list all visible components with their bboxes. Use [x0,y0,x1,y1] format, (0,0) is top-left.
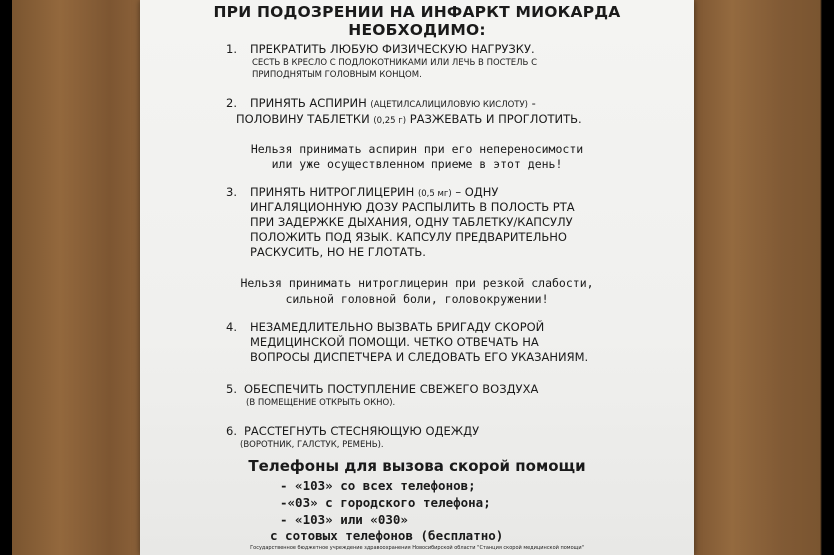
item-2-line-1 [250,96,536,110]
item-4-line-2: МЕДИЦИНСКОЙ ПОМОЩИ. ЧЕТКО ОТВЕЧАТЬ НА [250,335,539,349]
item-5-line-1: ОБЕСПЕЧИТЬ ПОСТУПЛЕНИЕ СВЕЖЕГО ВОЗДУХА [244,382,539,396]
item-6-sub-1: (ВОРОТНИК, ГАЛСТУК, РЕМЕНЬ). [240,440,384,450]
item-3-line-1-main: ПРИНЯТЬ НИТРОГЛИЦЕРИН [250,185,418,199]
item-3-line-1 [250,185,498,199]
title-line-2: НЕОБХОДИМО: [348,21,486,39]
item-5-number: 5. [226,382,237,396]
item-2-line-2-main: ПОЛОВИНУ ТАБЛЕТКИ [236,112,374,126]
item-1-line-1: ПРЕКРАТИТЬ ЛЮБУЮ ФИЗИЧЕСКУЮ НАГРУЗКУ. [250,42,535,56]
item-2-line-2-dose: (0,25 г) [373,116,407,126]
note-1-line-2: или уже осуществленном приеме в этот день! [271,157,563,171]
item-2-line-1-main: ПРИНЯТЬ АСПИРИН [250,96,371,110]
item-4-line-1: НЕЗАМЕДЛИТЕЛЬНО ВЫЗВАТЬ БРИГАДУ СКОРОЙ [250,320,545,334]
item-6-line-1: РАССТЕГНУТЬ СТЕСНЯЮЩУЮ ОДЕЖДУ [244,424,480,438]
item-1-number: 1. [226,42,237,56]
item-2-line-1-dash: - [527,96,536,110]
phone-line-2: -«03» с городского телефона; [280,495,491,510]
item-6-number: 6. [226,424,237,438]
item-2-number: 2. [226,96,237,110]
item-4-number: 4. [226,320,237,334]
note-1-line-1: Нельзя принимать аспирин при его непереносимости [250,142,584,156]
item-3-line-1-end: – ОДНУ [451,185,499,199]
phone-line-1: - «103» со всех телефонов; [280,478,476,493]
item-1-sub-1: СЕСТЬ В КРЕСЛО С ПОДЛОКОТНИКАМИ ИЛИ ЛЕЧЬ В ПОСТЕЛЬ С [252,58,538,68]
item-5-sub-1: (В ПОМЕЩЕНИЕ ОТКРЫТЬ ОКНО). [246,398,396,408]
item-4-line-3: ВОПРОСЫ ДИСПЕТЧЕРА И СЛЕДОВАТЬ ЕГО УКАЗАНИЯМ. [250,350,589,364]
item-2-line-1-detail: (АЦЕТИЛСАЛИЦИЛОВУЮ КИСЛОТУ) [370,100,528,110]
phone-line-4: с сотовых телефонов (бесплатно) [270,528,504,543]
note-2-line-1: Нельзя принимать нитроглицерин при резкой слабости, [240,276,594,290]
instruction-poster [140,0,694,555]
phones-title: Телефоны для вызова скорой помощи [248,457,586,475]
item-3-line-5: РАСКУСИТЬ, НО НЕ ГЛОТАТЬ. [250,245,426,259]
item-3-line-2: ИНГАЛЯЦИОННУЮ ДОЗУ РАСПЫЛИТЬ В ПОЛОСТЬ РТА [250,200,575,214]
footer-organization: Государственное бюджетное учреждение здравоохранения Новосибирской области "Станция скорой медицинской помощи" [250,545,584,551]
phone-line-3: - «103» или «030» [280,512,408,527]
item-3-line-4: ПОЛОЖИТЬ ПОД ЯЗЫК. КАПСУЛУ ПРЕДВАРИТЕЛЬНО [250,230,567,244]
title-line-1: ПРИ ПОДОЗРЕНИИ НА ИНФАРКТ МИОКАРДА [213,3,621,21]
item-3-line-3: ПРИ ЗАДЕРЖКЕ ДЫХАНИЯ, ОДНУ ТАБЛЕТКУ/КАПСУЛУ [250,215,573,229]
wooden-surface-left [0,0,142,555]
wooden-surface-right [692,0,834,555]
item-3-number: 3. [226,185,237,199]
item-1-sub-2: ПРИПОДНЯТЫМ ГОЛОВНЫМ КОНЦОМ. [252,70,422,80]
item-2-line-2-end: РАЗЖЕВАТЬ И ПРОГЛОТИТЬ. [406,112,582,126]
item-3-line-1-dose: (0,5 мг) [417,189,452,199]
note-2-line-2: сильной головной боли, головокружении! [285,292,549,306]
item-2-line-2 [236,112,582,126]
